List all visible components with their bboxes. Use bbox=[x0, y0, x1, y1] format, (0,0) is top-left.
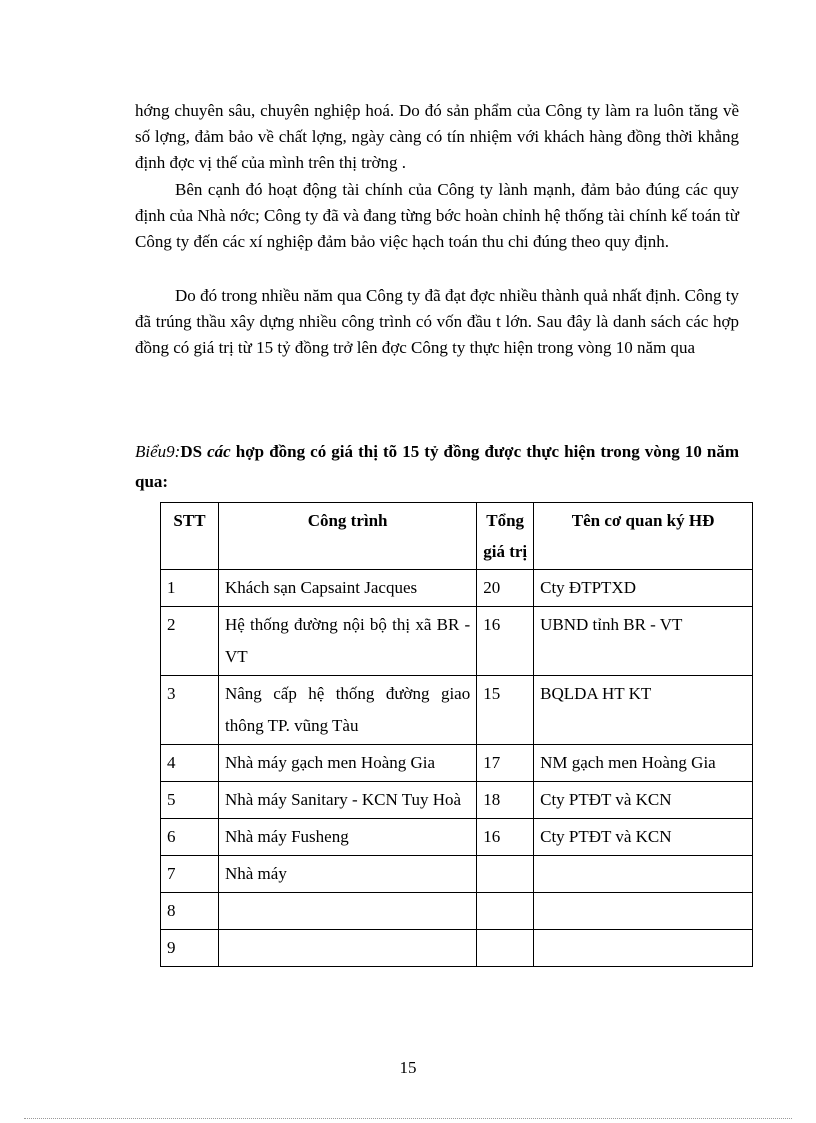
contracts-table bbox=[160, 502, 753, 967]
table-row bbox=[161, 782, 753, 819]
cell-value bbox=[477, 893, 534, 930]
header-stt: STT bbox=[161, 503, 219, 570]
body-paragraph-3: Do đó trong nhiều năm qua Công ty đã đạt đợc nhiều thành quả nhất định. Công ty đã trúng thầu xây dựng nhiều công trình có vốn đầu t lớn. Sau đây là danh sách các hợp đồng có giá trị từ 15 tỷ đồng trở lên đợc Công ty thực hiện trong vòng 10 năm qua bbox=[135, 286, 739, 357]
cell-value: 18 bbox=[477, 782, 534, 819]
cell-value bbox=[477, 856, 534, 893]
table-row bbox=[161, 856, 753, 893]
cell-agency: UBND tỉnh BR - VT bbox=[534, 607, 753, 676]
cell-value bbox=[477, 930, 534, 967]
header-agency: Tên cơ quan ký HĐ bbox=[534, 503, 753, 570]
table-caption bbox=[135, 437, 739, 497]
cell-work bbox=[218, 893, 476, 930]
cell-agency: BQLDA HT KT bbox=[534, 676, 753, 745]
body-paragraph-1: hớng chuyên sâu, chuyên nghiệp hoá. Do đó sản phẩm của Công ty làm ra luôn tăng về số lợng, đảm bảo về chất lợng, ngày càng có tín nhiệm với khách hàng đồng thời khẳng định đợc vị thế của mình trên thị trờng . bbox=[135, 101, 739, 172]
caption-label: Biểu9: bbox=[135, 442, 181, 461]
cell-stt: 4 bbox=[161, 745, 219, 782]
cell-value: 15 bbox=[477, 676, 534, 745]
table-row bbox=[161, 893, 753, 930]
cell-agency bbox=[534, 930, 753, 967]
cell-work bbox=[218, 930, 476, 967]
cell-work: Khách sạn Capsaint Jacques bbox=[218, 570, 476, 607]
cell-stt: 9 bbox=[161, 930, 219, 967]
cell-agency: Cty ĐTPTXD bbox=[534, 570, 753, 607]
header-work: Công trình bbox=[218, 503, 476, 570]
header-total-value: Tổng giá trị bbox=[477, 503, 534, 570]
table-row bbox=[161, 819, 753, 856]
cell-stt: 6 bbox=[161, 819, 219, 856]
cell-agency: Cty PTĐT và KCN bbox=[534, 819, 753, 856]
cell-agency: Cty PTĐT và KCN bbox=[534, 782, 753, 819]
cell-work: Nhà máy gạch men Hoàng Gia bbox=[218, 745, 476, 782]
cell-work: Hệ thống đường nội bộ thị xã BR - VT bbox=[218, 607, 476, 676]
cell-value: 16 bbox=[477, 819, 534, 856]
cell-stt: 7 bbox=[161, 856, 219, 893]
cell-value: 20 bbox=[477, 570, 534, 607]
cell-stt: 5 bbox=[161, 782, 219, 819]
caption-italic-part: các bbox=[207, 442, 231, 461]
caption-rest: hợp đồng có giá thị tõ 15 tỷ đồng được thực hiện trong vòng 10 năm qua: bbox=[135, 442, 740, 491]
caption-lead: DS bbox=[180, 442, 208, 461]
cell-value: 17 bbox=[477, 745, 534, 782]
page-number: 15 bbox=[399, 1058, 417, 1077]
cell-stt: 2 bbox=[161, 607, 219, 676]
cell-stt: 8 bbox=[161, 893, 219, 930]
cell-stt: 3 bbox=[161, 676, 219, 745]
table-row bbox=[161, 676, 753, 745]
cell-work: Nhà máy Fusheng bbox=[218, 819, 476, 856]
table-row bbox=[161, 570, 753, 607]
table-header-row bbox=[161, 503, 753, 570]
cell-work: Nhà máy bbox=[218, 856, 476, 893]
table-row bbox=[161, 930, 753, 967]
cell-value: 16 bbox=[477, 607, 534, 676]
cell-agency: NM gạch men Hoàng Gia bbox=[534, 745, 753, 782]
body-paragraph-2: Bên cạnh đó hoạt động tài chính của Công ty lành mạnh, đảm bảo đúng các quy định của Nhà nớc; Công ty đã và đang từng bớc hoàn chỉnh hệ thống tài chính kế toán từ Công ty đến các xí nghiệp đảm bảo việc hạch toán thu chi đúng theo quy định. bbox=[135, 180, 739, 251]
cell-agency bbox=[534, 893, 753, 930]
cell-work: Nâng cấp hệ thống đường giao thông TP. vũng Tàu bbox=[218, 676, 476, 745]
cell-stt: 1 bbox=[161, 570, 219, 607]
table-row bbox=[161, 607, 753, 676]
table-row bbox=[161, 745, 753, 782]
footer-divider bbox=[24, 1118, 792, 1119]
cell-work: Nhà máy Sanitary - KCN Tuy Hoà bbox=[218, 782, 476, 819]
cell-agency bbox=[534, 856, 753, 893]
